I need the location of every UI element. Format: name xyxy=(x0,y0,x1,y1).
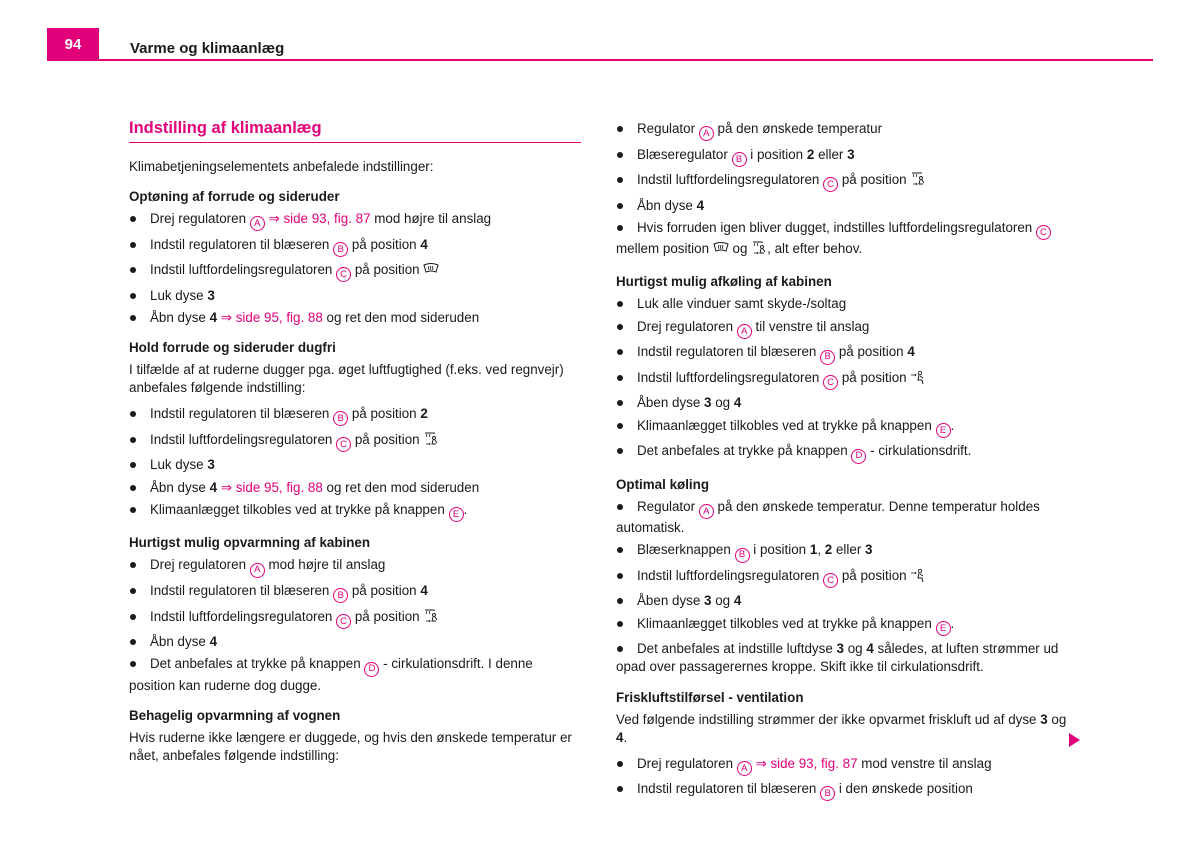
list-item: Åbn dyse 4 ⇒ side 95, fig. 88 og ret den mod sideruden xyxy=(129,309,581,327)
list-item: Indstil regulatoren til blæseren B på position 4 xyxy=(616,343,1068,364)
list-item: Åben dyse 3 og 4 xyxy=(616,394,1068,412)
cross-reference-link[interactable]: ⇒ side 95, fig. 88 xyxy=(220,479,323,495)
face-vent-icon xyxy=(910,568,926,588)
control-a-badge: A xyxy=(737,761,752,776)
list-item: Drej regulatoren A til venstre til anslag xyxy=(616,318,1068,339)
control-c-badge: C xyxy=(823,573,838,588)
list-item: Luk dyse 3 xyxy=(129,456,581,474)
continue-arrow-icon[interactable] xyxy=(1069,733,1080,747)
control-b-badge: B xyxy=(820,786,835,801)
control-b-badge: B xyxy=(333,411,348,426)
list-item: Blæserknappen B i position 1, 2 eller 3 xyxy=(616,541,1068,562)
list-item: Det anbefales at trykke på knappen D - cirkulationsdrift. xyxy=(616,442,1068,463)
list-item: Regulator A på den ønskede temperatur xyxy=(616,120,1068,141)
windshield-defrost-icon xyxy=(713,242,729,261)
list-item: Indstil luftfordelingsregulatoren C på position xyxy=(129,261,581,282)
defrost-footwell-icon xyxy=(423,609,439,629)
subheading-fast-cooling: Hurtigst mulig afkøling af kabinen xyxy=(616,274,832,290)
chapter-title: Varme og klimaanlæg xyxy=(130,40,285,57)
list-item: Klimaanlægget tilkobles ved at trykke på knappen E . xyxy=(129,501,581,522)
list-item: Klimaanlægget tilkobles ved at trykke på knappen E . xyxy=(616,615,1068,636)
list-item: Åbn dyse 4 xyxy=(616,197,1068,215)
control-c-badge: C xyxy=(823,177,838,192)
list-item: Åbn dyse 4 xyxy=(129,633,581,651)
list-item: Klimaanlægget tilkobles ved at trykke på knappen E . xyxy=(616,417,1068,438)
list-item: Indstil regulatoren til blæseren B på position 4 xyxy=(129,236,581,257)
control-c-badge: C xyxy=(336,614,351,629)
list-item: Indstil regulatoren til blæseren B på position 2 xyxy=(129,405,581,426)
list-item: Drej regulatoren A ⇒ side 93, fig. 87 mod højre til anslag xyxy=(129,210,581,231)
control-b-badge: B xyxy=(820,350,835,365)
control-a-badge: A xyxy=(699,126,714,141)
list-item: Indstil regulatoren til blæseren B i den ønskede position xyxy=(616,780,1068,801)
section-title: Indstilling af klimaanlæg xyxy=(129,118,581,143)
list-item: Drej regulatoren A ⇒ side 93, fig. 87 mod venstre til anslag xyxy=(616,755,1068,776)
left-column xyxy=(129,118,581,777)
paragraph: I tilfælde af at ruderne dugger pga. øget luftfugtighed (f.eks. ved regnvejr) anbefales følgende indstilling: xyxy=(129,362,564,396)
list-item: Indstil luftfordelingsregulatoren C på position xyxy=(129,431,581,452)
control-b-badge: B xyxy=(333,242,348,257)
list-item: Indstil luftfordelingsregulatoren C på position xyxy=(616,369,1068,390)
list-item: Indstil luftfordelingsregulatoren C på position xyxy=(616,567,1068,588)
list-item: Åben dyse 3 og 4 xyxy=(616,592,1068,610)
list-item: Det anbefales at trykke på knappen D - cirkulationsdrift. I denne position kan ruderne dog dugge. xyxy=(129,655,581,694)
list-item: Indstil luftfordelingsregulatoren C på position xyxy=(129,608,581,629)
list-item: Luk alle vinduer samt skyde-/soltag xyxy=(616,295,1068,313)
list-item: Åbn dyse 4 ⇒ side 95, fig. 88 og ret den mod sideruden xyxy=(129,479,581,497)
control-a-badge: A xyxy=(737,324,752,339)
right-column xyxy=(616,120,1068,806)
control-a-badge: A xyxy=(250,216,265,231)
control-a-badge: A xyxy=(250,563,265,578)
control-d-badge: D xyxy=(851,449,866,464)
face-vent-icon xyxy=(910,370,926,390)
control-c-badge: C xyxy=(823,375,838,390)
intro-text: Klimabetjeningselementets anbefalede indstillinger: xyxy=(129,159,434,174)
cross-reference-link[interactable]: ⇒ side 95, fig. 88 xyxy=(220,309,323,325)
list-item: Luk dyse 3 xyxy=(129,287,581,305)
defrost-footwell-icon xyxy=(910,172,926,192)
subheading-fast-heating: Hurtigst mulig opvarmning af kabinen xyxy=(129,535,371,551)
defrost-footwell-icon xyxy=(423,432,439,452)
list-item: Regulator A på den ønskede temperatur. Denne temperatur holdes automatisk. xyxy=(616,498,1068,537)
paragraph: Ved følgende indstilling strømmer der ikke opvarmet friskluft ud af dyse 3 og 4. xyxy=(616,711,1067,745)
control-a-badge: A xyxy=(699,504,714,519)
cross-reference-link[interactable]: ⇒ side 93, fig. 87 xyxy=(755,755,858,771)
control-c-badge: C xyxy=(336,437,351,452)
list-item: Drej regulatoren A mod højre til anslag xyxy=(129,556,581,577)
windshield-defrost-icon xyxy=(423,263,439,282)
list-item: Indstil regulatoren til blæseren B på position 4 xyxy=(129,582,581,603)
subheading-ventilation: Friskluftstilførsel - ventilation xyxy=(616,689,804,705)
control-c-badge: C xyxy=(1036,225,1051,240)
page-number: 94 xyxy=(47,28,99,60)
control-e-badge: E xyxy=(936,621,951,636)
list-item: Indstil luftfordelingsregulatoren C på position xyxy=(616,171,1068,192)
subheading-demist: Hold forrude og sideruder dugfri xyxy=(129,340,336,356)
cross-reference-link[interactable]: ⇒ side 93, fig. 87 xyxy=(268,211,371,226)
subheading-optimal-cooling: Optimal køling xyxy=(616,476,709,492)
list-item: Det anbefales at indstille luftdyse 3 og 4 således, at luften strømmer ud opad over passagerernes kroppe. Skift ikke til cirkulationsdrift. xyxy=(616,640,1068,676)
control-e-badge: E xyxy=(449,507,464,522)
paragraph: Hvis ruderne ikke længere er duggede, og hvis den ønskede temperatur er nået, anbefales følgende indstilling: xyxy=(129,729,572,763)
control-c-badge: C xyxy=(336,267,351,282)
subheading-defrost: Optøning af forrude og sideruder xyxy=(129,189,340,204)
control-b-badge: B xyxy=(333,588,348,603)
control-b-badge: B xyxy=(732,152,747,167)
header-divider xyxy=(47,59,1153,61)
defrost-footwell-icon xyxy=(751,241,767,261)
control-b-badge: B xyxy=(735,548,750,563)
list-item: Hvis forruden igen bliver dugget, indstilles luftfordelingsregulatoren C mellem position og , alt efter behov. xyxy=(616,219,1068,261)
control-d-badge: D xyxy=(364,662,379,677)
subheading-comfort-heating: Behagelig opvarmning af vognen xyxy=(129,707,341,723)
control-e-badge: E xyxy=(936,423,951,438)
list-item: Blæseregulator B i position 2 eller 3 xyxy=(616,146,1068,167)
